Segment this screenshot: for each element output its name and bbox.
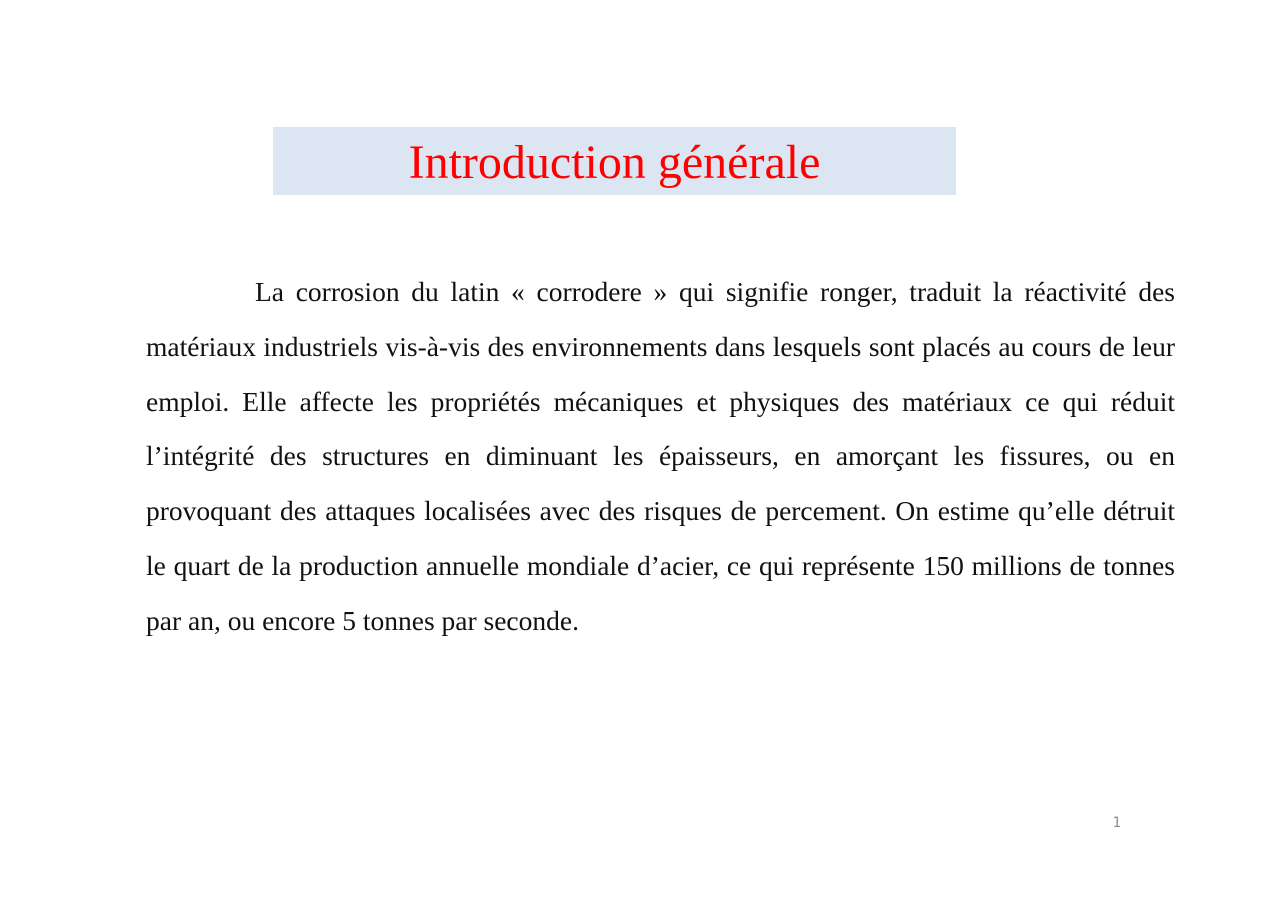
page-title: Introduction générale [408, 136, 821, 189]
intro-paragraph: La corrosion du latin « corrodere » qui signifie ronger, traduit la réactivité des matériaux industriels vis-à-vis des environnements dans lesquels sont placés au cours de leur emploi. Elle affecte les propriétés mécaniques et physiques des matériaux ce qui réduit l’intégrité des structures en diminuant les épaisseurs, en amorçant les fissures, ou en provoquant des attaques localisées avec des risques de percement. On estime qu’elle détruit le quart de la production annuelle mondiale d’acier, ce qui représente 150 millions de tonnes par an, ou encore 5 tonnes par seconde. [146, 276, 1175, 636]
page-number: 1 [1112, 815, 1122, 831]
title-banner [273, 127, 956, 195]
